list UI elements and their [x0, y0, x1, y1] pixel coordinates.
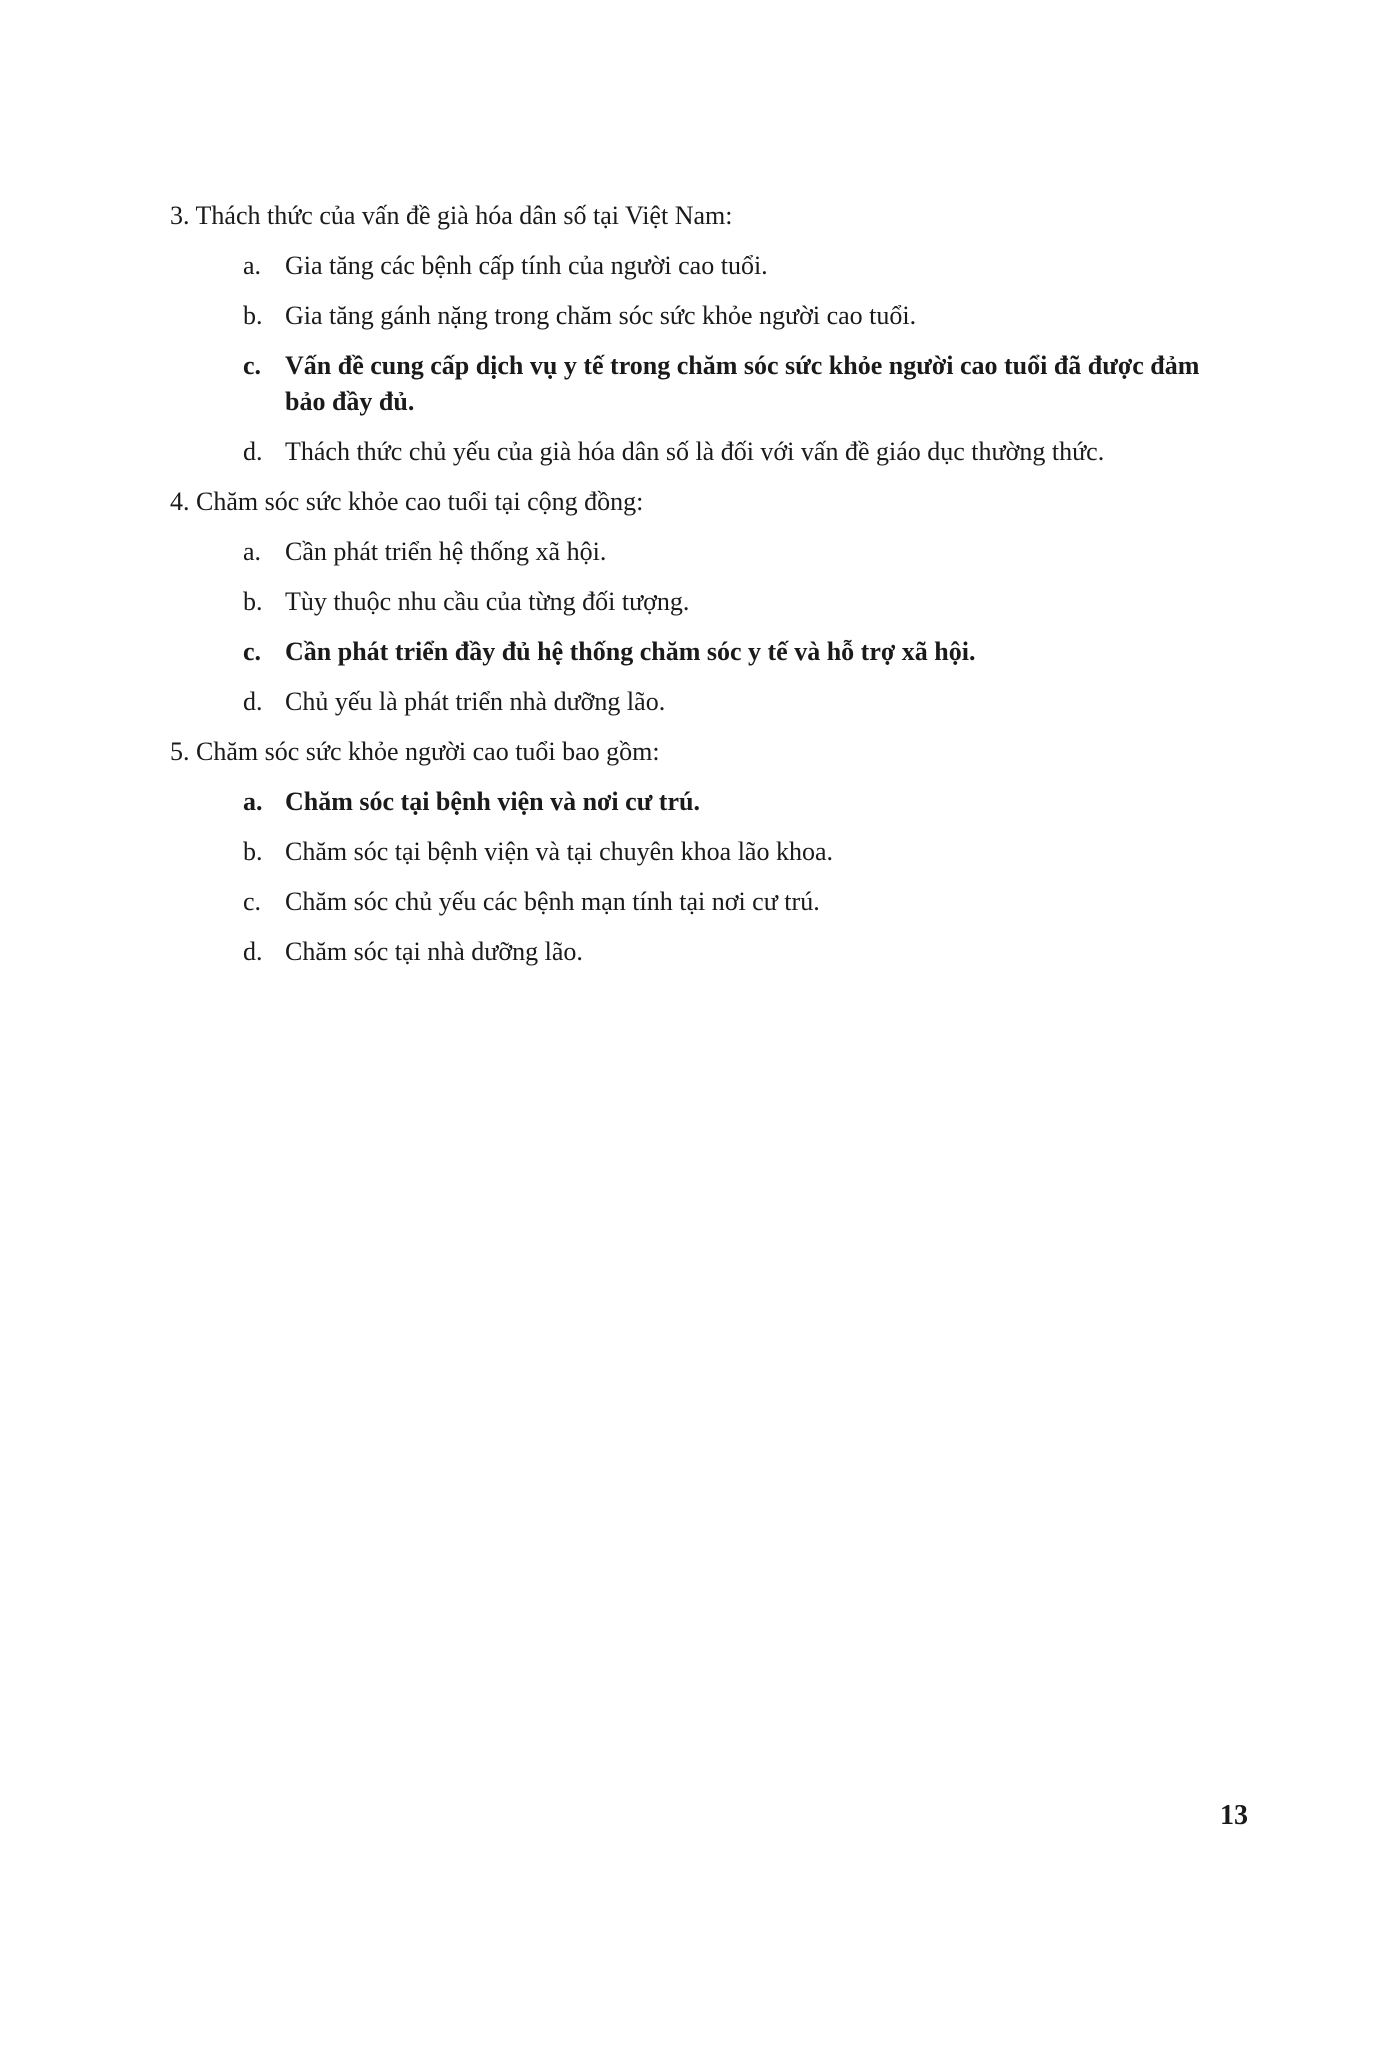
- option-3c-answer: [170, 348, 1250, 420]
- option-letter: d.: [243, 437, 263, 466]
- option-text: Vấn đề cung cấp dịch vụ y tế trong chăm sóc sức khỏe người cao tuổi đã được đảm bảo đầy đủ.: [285, 351, 1200, 416]
- option-letter: d.: [243, 687, 263, 716]
- question-list: [170, 198, 1250, 984]
- question-4-options: [170, 534, 1250, 720]
- option-text: Chủ yếu là phát triển nhà dưỡng lão.: [285, 687, 666, 716]
- option-letter: c.: [243, 637, 262, 666]
- question-3-options: [170, 248, 1250, 470]
- option-5b: [170, 834, 1250, 870]
- option-text: Tùy thuộc nhu cầu của từng đối tượng.: [285, 587, 690, 616]
- option-text: Chăm sóc tại bệnh viện và nơi cư trú.: [285, 787, 700, 816]
- option-text: Gia tăng gánh nặng trong chăm sóc sức khỏe người cao tuổi.: [285, 301, 917, 330]
- option-text: Thách thức chủ yếu của già hóa dân số là đối với vấn đề giáo dục thường thức.: [285, 437, 1105, 466]
- option-5a-answer: [170, 784, 1250, 820]
- option-letter: a.: [243, 251, 262, 280]
- option-text: Cần phát triển hệ thống xã hội.: [285, 537, 607, 566]
- option-text: Chăm sóc chủ yếu các bệnh mạn tính tại nơi cư trú.: [285, 887, 820, 916]
- option-3a: [170, 248, 1250, 284]
- option-text: Cần phát triển đầy đủ hệ thống chăm sóc y tế và hỗ trợ xã hội.: [285, 637, 976, 666]
- question-5-options: [170, 784, 1250, 970]
- option-letter: b.: [243, 587, 263, 616]
- option-letter: a.: [243, 537, 262, 566]
- option-letter: b.: [243, 837, 263, 866]
- option-5d: [170, 934, 1250, 970]
- page-number: 13: [1220, 1800, 1248, 1831]
- option-3b: [170, 298, 1250, 334]
- option-letter: c.: [243, 887, 262, 916]
- option-5c: [170, 884, 1250, 920]
- option-4c-answer: [170, 634, 1250, 670]
- option-letter: d.: [243, 937, 263, 966]
- option-letter: b.: [243, 301, 263, 330]
- option-text: Chăm sóc tại nhà dưỡng lão.: [285, 937, 583, 966]
- question-5: 5. Chăm sóc sức khỏe người cao tuổi bao gồm:: [170, 737, 660, 766]
- option-letter: c.: [243, 351, 262, 380]
- question-4: 4. Chăm sóc sức khỏe cao tuổi tại cộng đồng:: [170, 487, 644, 516]
- option-text: Gia tăng các bệnh cấp tính của người cao tuổi.: [285, 251, 768, 280]
- option-4a: [170, 534, 1250, 570]
- option-letter: a.: [243, 787, 263, 816]
- option-4d: [170, 684, 1250, 720]
- option-text: Chăm sóc tại bệnh viện và tại chuyên khoa lão khoa.: [285, 837, 834, 866]
- option-3d: [170, 434, 1250, 470]
- question-3: 3. Thách thức của vấn đề già hóa dân số tại Việt Nam:: [170, 201, 733, 230]
- option-4b: [170, 584, 1250, 620]
